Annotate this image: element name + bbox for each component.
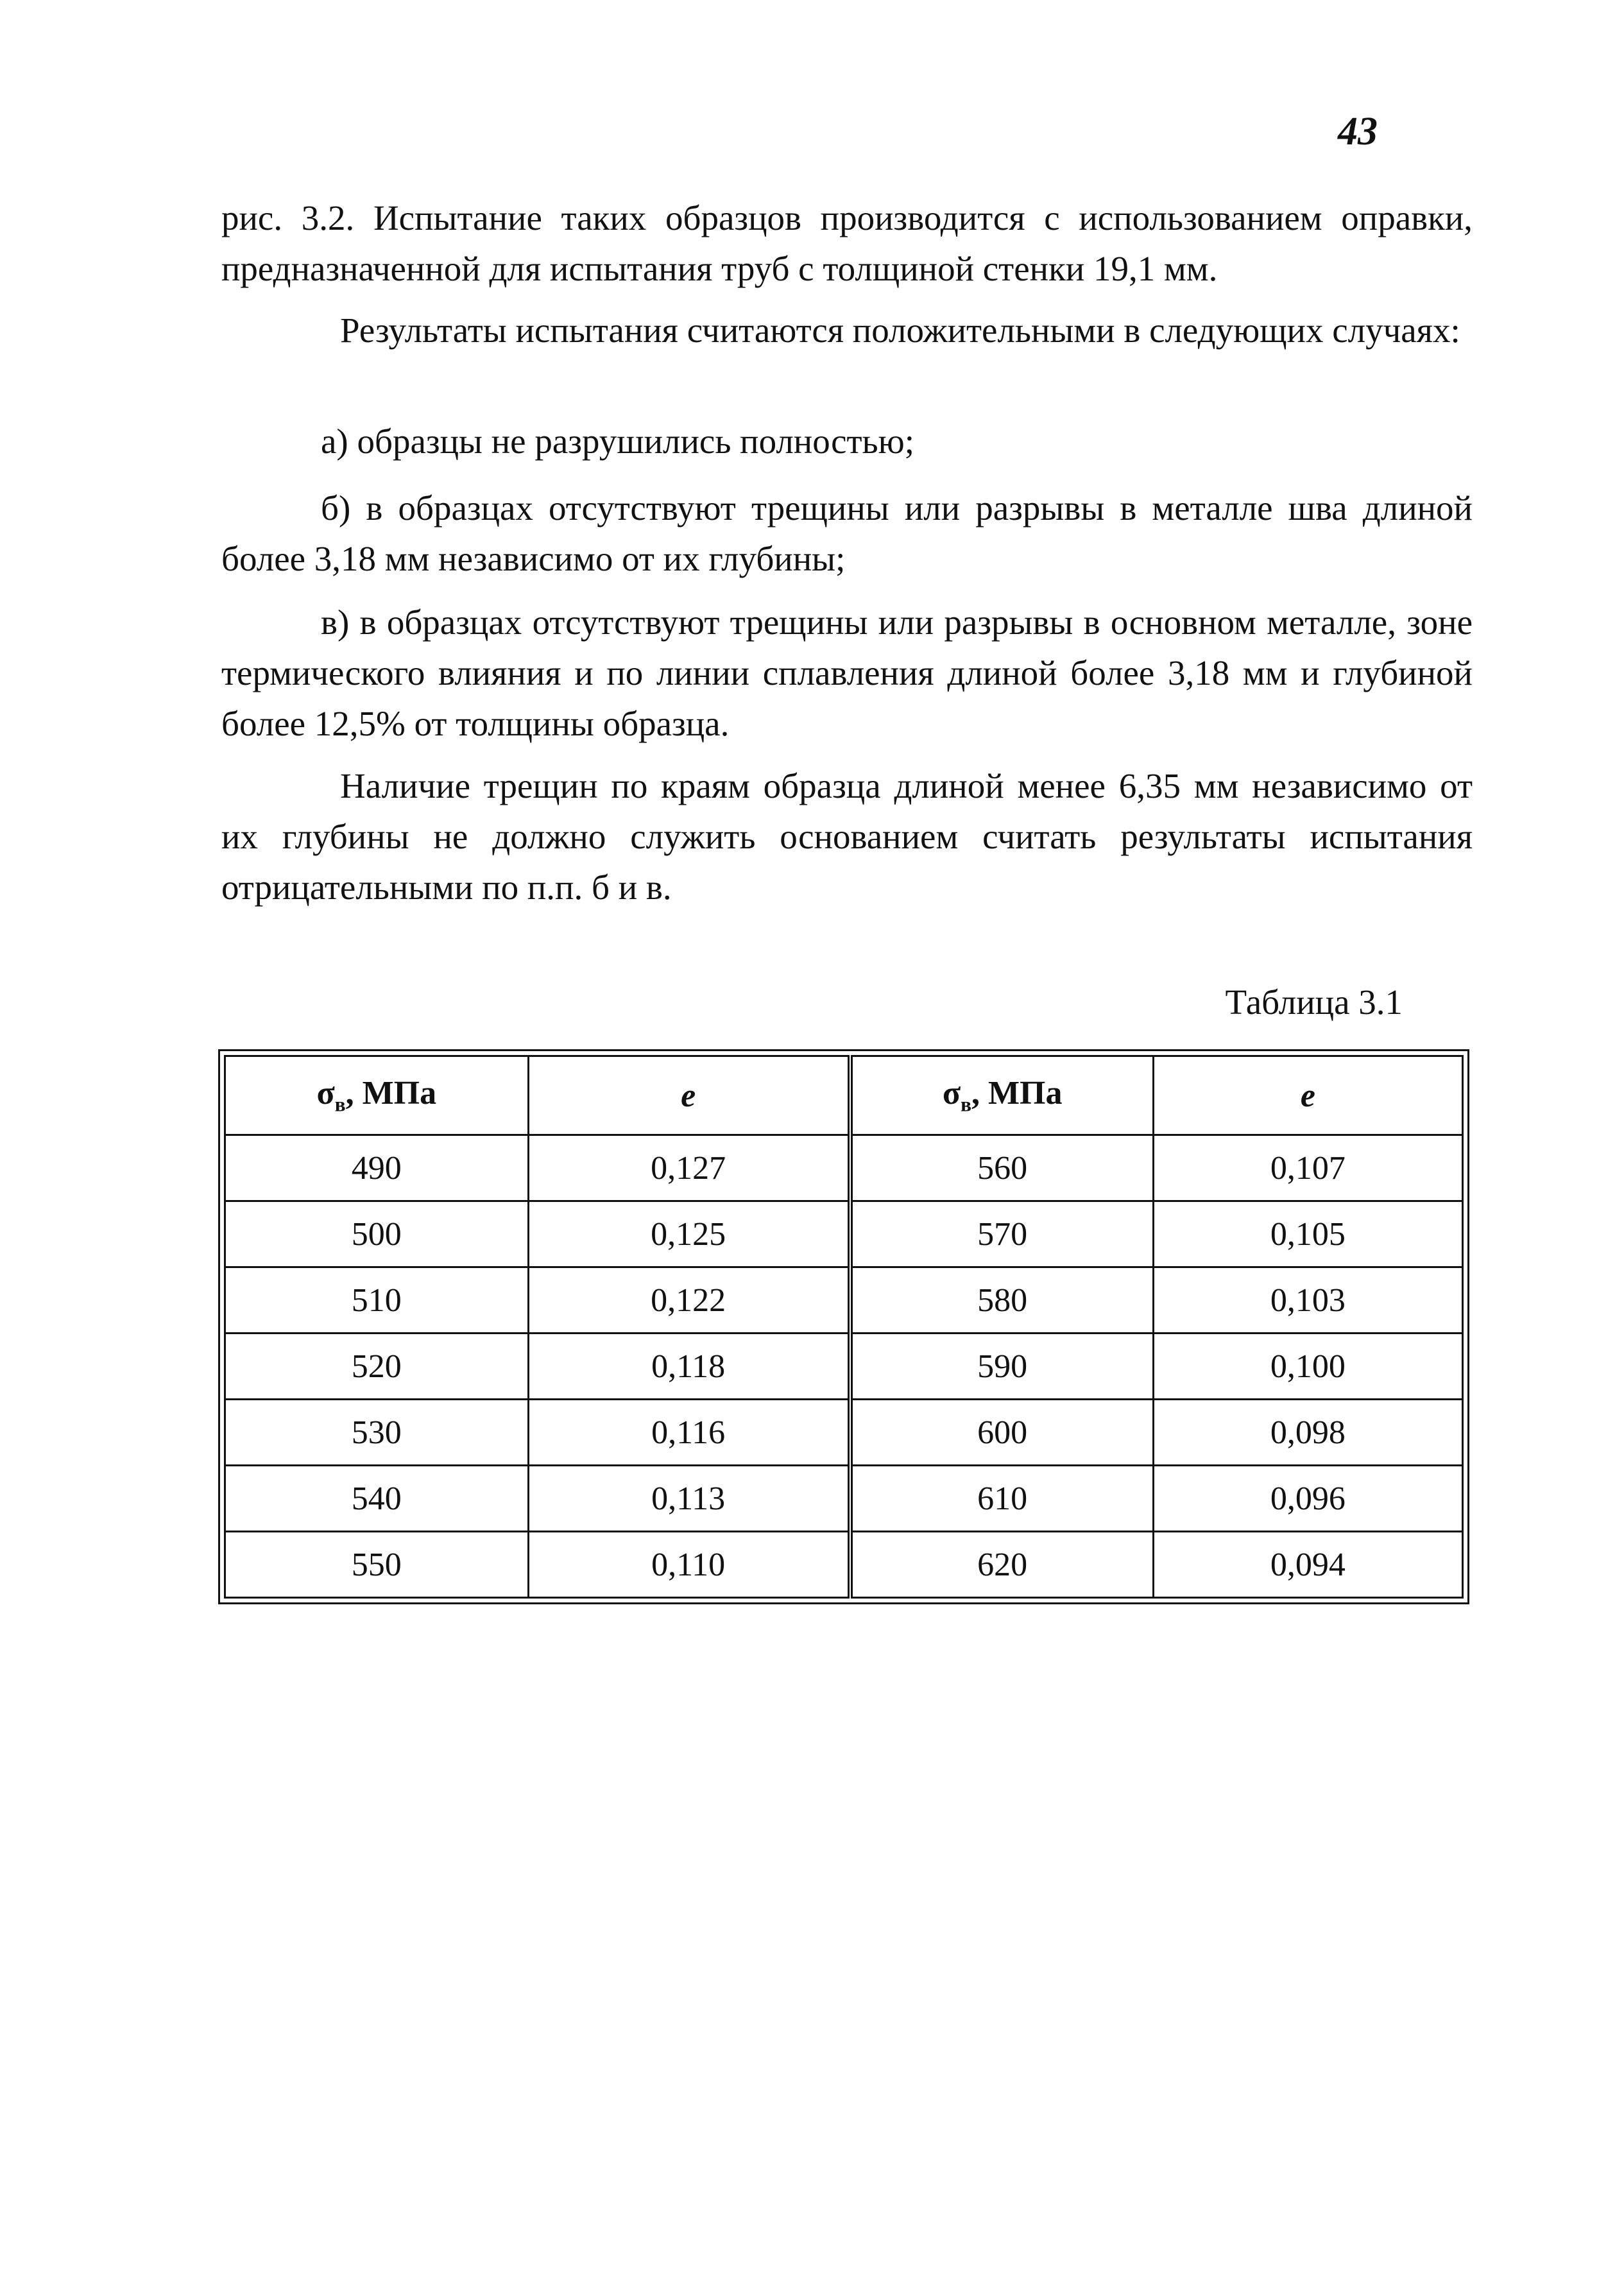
cell-sigma: 530 xyxy=(225,1400,529,1466)
data-table xyxy=(224,1055,1464,1599)
cell-e: 0,127 xyxy=(528,1135,850,1201)
cell-e: 0,110 xyxy=(528,1532,850,1598)
sigma-subscript: в xyxy=(334,1093,346,1116)
header-sigma-right xyxy=(850,1056,1154,1135)
cell-e: 0,122 xyxy=(528,1267,850,1334)
cell-sigma: 520 xyxy=(225,1334,529,1400)
table-row xyxy=(225,1201,1463,1267)
table-row xyxy=(225,1135,1463,1201)
paragraph-figure-reference: рис. 3.2. Испытание таких образцов производится с использованием оправки, предназначенной для испытания труб с толщиной стенки 19,1 мм. xyxy=(221,198,1473,288)
cell-e: 0,105 xyxy=(1153,1201,1462,1267)
cell-sigma: 560 xyxy=(850,1135,1154,1201)
cell-sigma: 500 xyxy=(225,1201,529,1267)
cell-sigma: 490 xyxy=(225,1135,529,1201)
cell-sigma: 600 xyxy=(850,1400,1154,1466)
header-e-right: e xyxy=(1153,1056,1462,1135)
cell-sigma: 620 xyxy=(850,1532,1154,1598)
cell-sigma: 540 xyxy=(225,1466,529,1532)
cell-e: 0,118 xyxy=(528,1334,850,1400)
cell-e: 0,113 xyxy=(528,1466,850,1532)
paragraph-results-intro: Результаты испытания считаются положительными в следующих случаях: xyxy=(340,311,1460,350)
cell-e: 0,096 xyxy=(1153,1466,1462,1532)
table-header-row xyxy=(225,1056,1463,1135)
table-row xyxy=(225,1334,1463,1400)
cell-sigma: 570 xyxy=(850,1201,1154,1267)
table-row xyxy=(225,1267,1463,1334)
header-sigma-left xyxy=(225,1056,529,1135)
cell-sigma: 580 xyxy=(850,1267,1154,1334)
header-e-left: e xyxy=(528,1056,850,1135)
table-row xyxy=(225,1400,1463,1466)
paragraph-edge-cracks: Наличие трещин по краям образца длиной менее 6,35 мм независимо от их глубины не должно служить основанием считать результаты испытания отрицательными по п.п. б и в. xyxy=(221,766,1473,907)
cell-e: 0,094 xyxy=(1153,1532,1462,1598)
table-frame xyxy=(218,1049,1469,1604)
cell-sigma: 610 xyxy=(850,1466,1154,1532)
cell-e: 0,125 xyxy=(528,1201,850,1267)
page-number: 43 xyxy=(1338,110,1378,153)
cell-sigma: 510 xyxy=(225,1267,529,1334)
sigma-symbol: σ xyxy=(316,1075,335,1112)
cell-sigma: 550 xyxy=(225,1532,529,1598)
sigma-unit: , МПа xyxy=(345,1075,437,1112)
cell-e: 0,103 xyxy=(1153,1267,1462,1334)
list-item-b: б) в образцах отсутствуют трещины или разрывы в металле шва длиной более 3,18 мм независимо от их глубины; xyxy=(221,488,1473,578)
list-item-a: а) образцы не разрушились полностью; xyxy=(321,422,915,461)
cell-sigma: 590 xyxy=(850,1334,1154,1400)
cell-e: 0,098 xyxy=(1153,1400,1462,1466)
cell-e: 0,107 xyxy=(1153,1135,1462,1201)
list-item-c: в) в образцах отсутствуют трещины или разрывы в основном металле, зоне термического влияния и по линии сплавления длиной более 3,18 мм и глубиной более 12,5% от толщины образца. xyxy=(221,603,1473,743)
sigma-symbol: σ xyxy=(942,1075,961,1112)
cell-e: 0,116 xyxy=(528,1400,850,1466)
table-caption: Таблица 3.1 xyxy=(1225,982,1403,1022)
sigma-subscript: в xyxy=(961,1093,971,1116)
table-row xyxy=(225,1532,1463,1598)
cell-e: 0,100 xyxy=(1153,1334,1462,1400)
sigma-unit: , МПа xyxy=(971,1075,1063,1112)
table-row xyxy=(225,1466,1463,1532)
